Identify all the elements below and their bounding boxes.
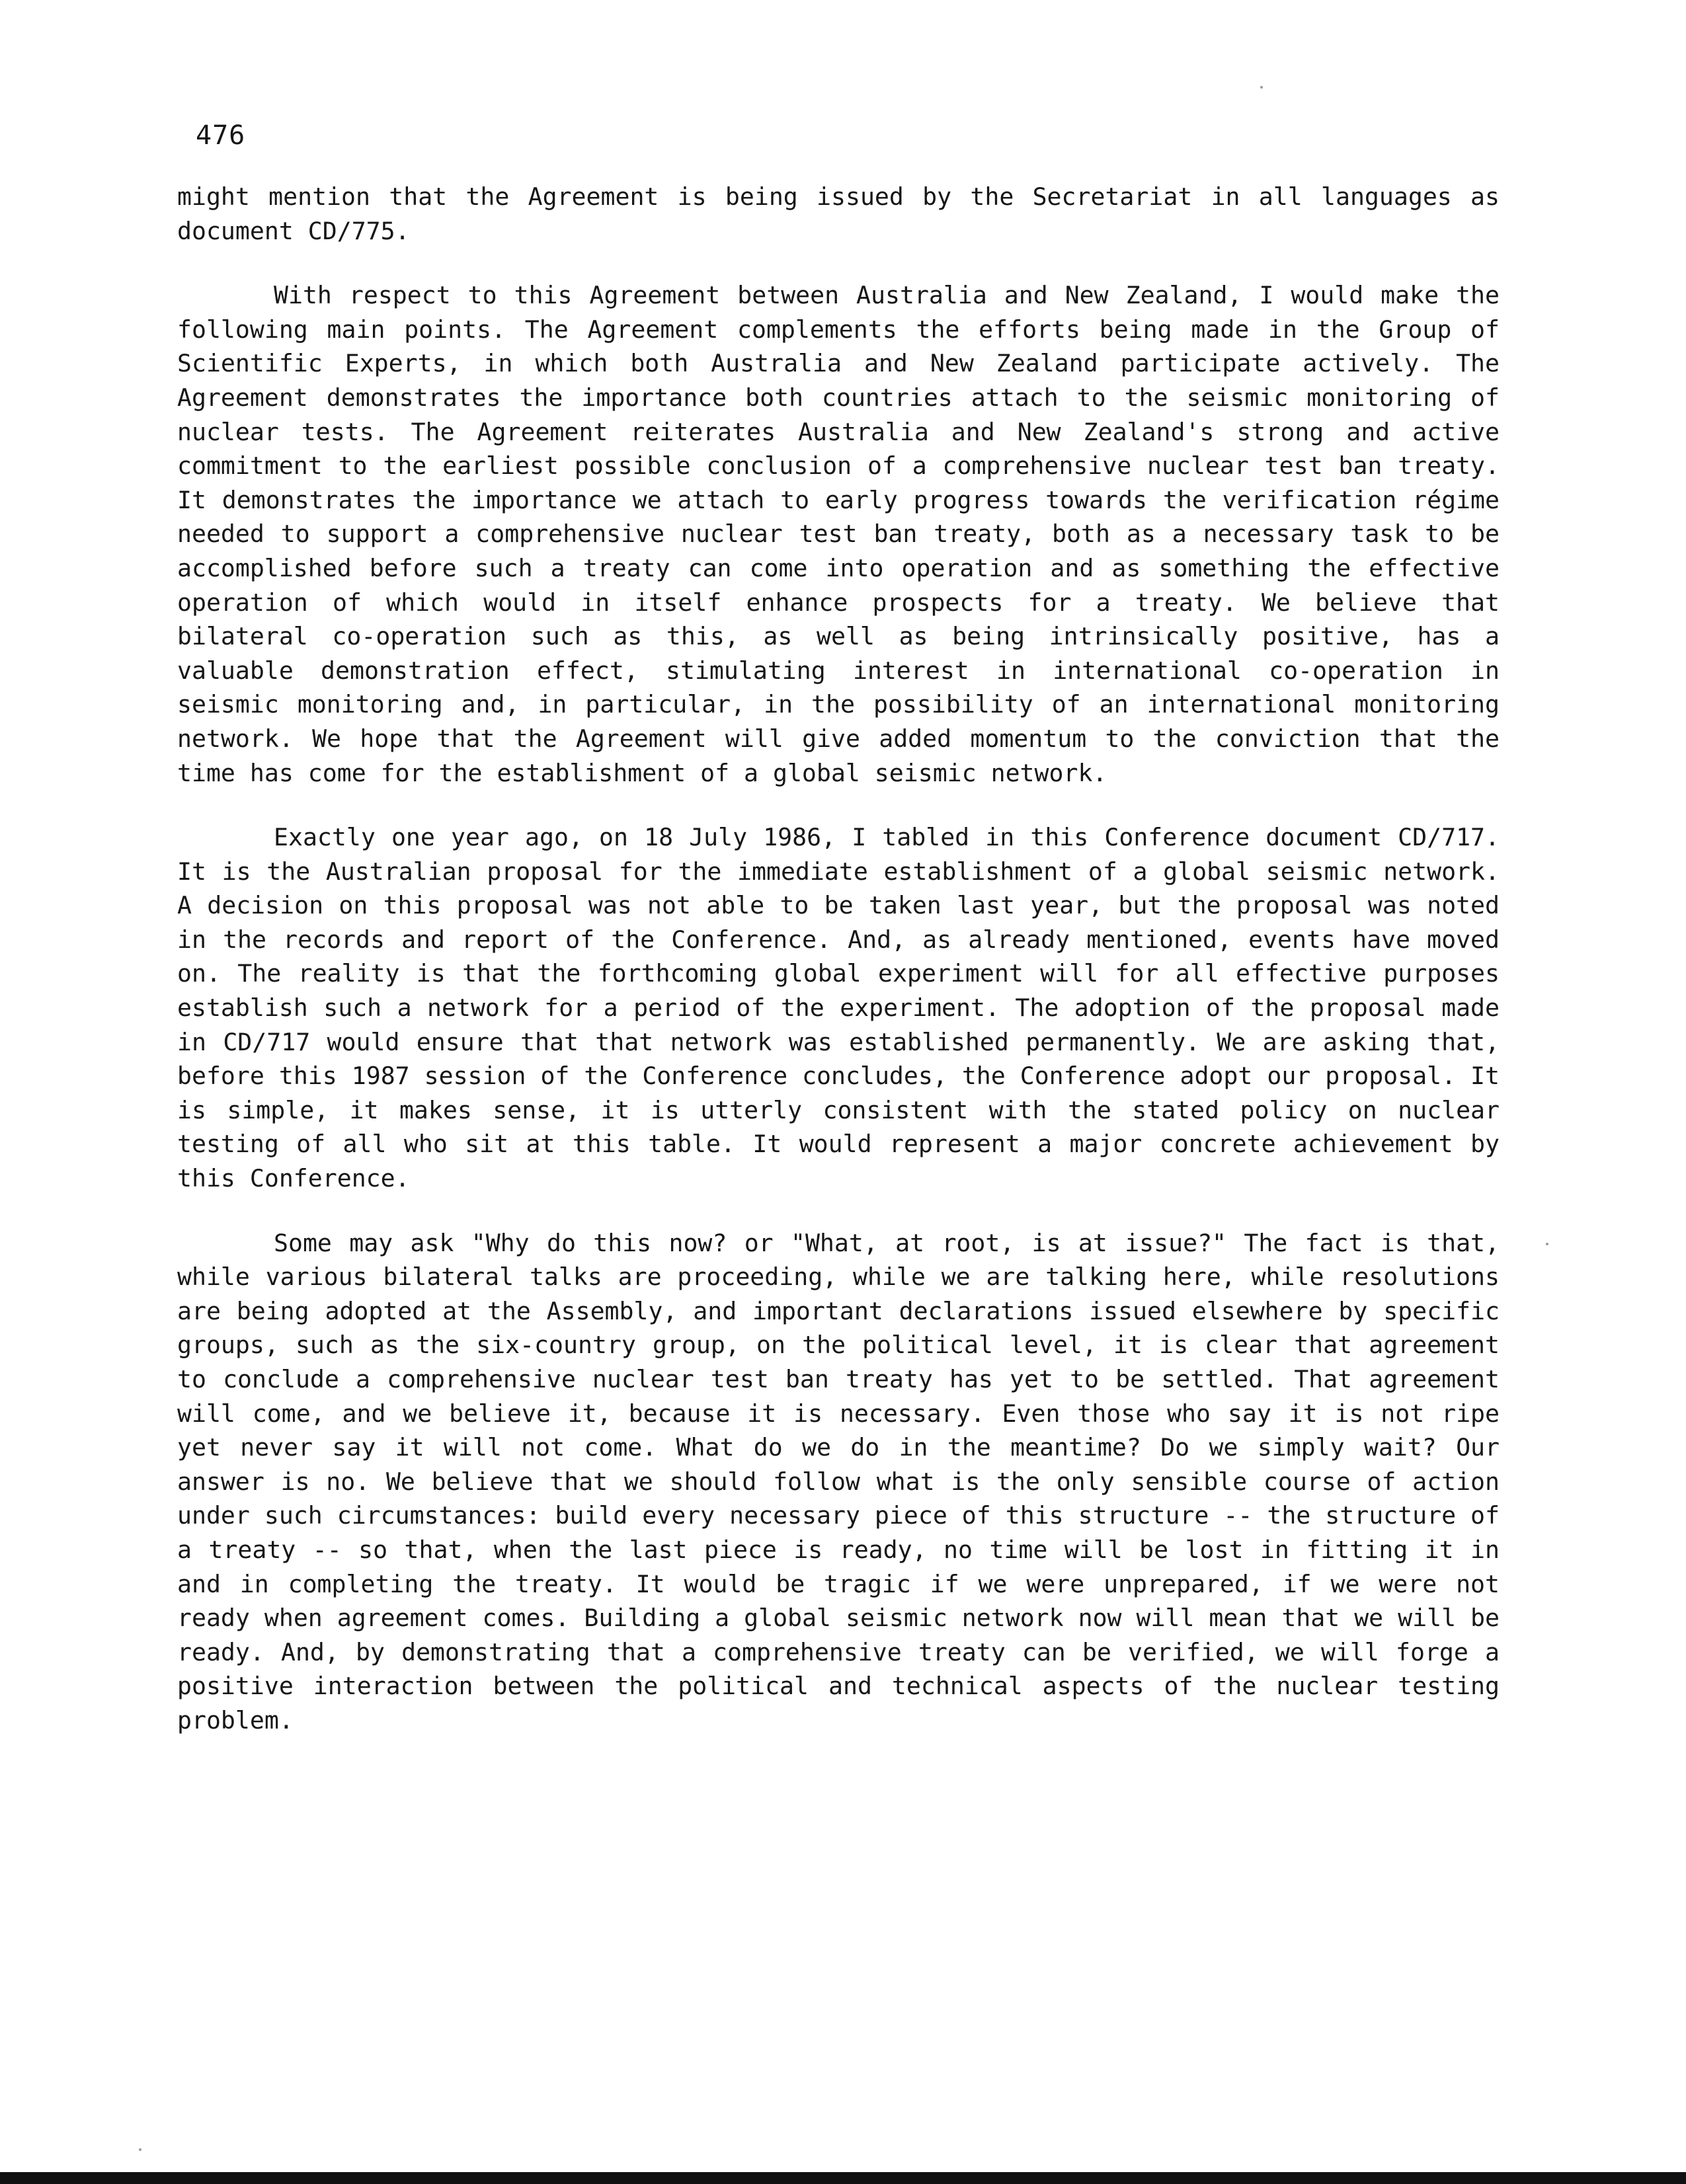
paragraph-2: With respect to this Agreement between Australia and New Zealand, I would make the following main points. The Agreement complements the efforts being made in the Group of Scientific Experts, in which both Australia and New Zealand participate actively. The Agreement demonstrates the importance both countries attach to the seismic monitoring of nuclear tests. The Agreement reiterates Australia and New Zealand's strong and active commitment to the earliest possible conclusion of a comprehensive nuclear test ban treaty. It demonstrates the importance we attach to early progress towards the verification régime needed to support a comprehensive nuclear test ban treaty, both as a necessary task to be accomplished before such a treaty can come into operation and as something the effective operation of which would in itself enhance prospects for a treaty. We believe that bilateral co-operation such as this, as well as being intrinsically positive, has a valuable demonstration effect, stimulating interest in international co-operation in seismic monitoring and, in particular, in the possibility of an international monitoring network. We hope that the Agreement will give added momentum to the conviction that the time has come for the establishment of a global seismic network.	[177, 281, 1500, 787]
scan-speck	[1260, 86, 1263, 89]
body-text	[177, 180, 1500, 1738]
paragraph-4: Some may ask "Why do this now? or "What, at root, is at issue?" The fact is that, while various bilateral talks are proceeding, while we are talking here, while resolutions are being adopted at the Assembly, and important declarations issued elsewhere by specific groups, such as the six-country group, on the political level, it is clear that agreement to conclude a comprehensive nuclear test ban treaty has yet to be settled. That agreement will come, and we believe it, because it is necessary. Even those who say it is not ripe yet never say it will not come. What do we do in the meantime? Do we simply wait? Our answer is no. We believe that we should follow what is the only sensible course of action under such circumstances: build every necessary piece of this structure -- the structure of a treaty -- so that, when the last piece is ready, no time will be lost in fitting it in and in completing the treaty. It would be tragic if we were unprepared, if we were not ready when agreement comes. Building a global seismic network now will mean that we will be ready. And, by demonstrating that a comprehensive treaty can be verified, we will forge a positive interaction between the political and technical aspects of the nuclear testing problem.	[177, 1228, 1500, 1735]
paragraph-1: might mention that the Agreement is being issued by the Secretariat in all languages as document CD/775.	[177, 182, 1500, 245]
paragraph-3: Exactly one year ago, on 18 July 1986, I tabled in this Conference document CD/717. It is the Australian proposal for the immediate establishment of a global seismic network. A decision on this proposal was not able to be taken last year, but the proposal was noted in the records and report of the Conference. And, as already mentioned, events have moved on. The reality is that the forthcoming global experiment will for all effective purposes establish such a network for a period of the experiment. The adoption of the proposal made in CD/717 would ensure that that network was established permanently. We are asking that, before this 1987 session of the Conference concludes, the Conference adopt our proposal. It is simple, it makes sense, it is utterly consistent with the stated policy on nuclear testing of all who sit at this table. It would represent a major concrete achievement by this Conference.	[177, 823, 1500, 1193]
scan-speck	[139, 2148, 141, 2151]
page-number: 476	[196, 120, 246, 151]
scan-bottom-edge	[0, 2172, 1686, 2184]
scan-speck	[1546, 1243, 1548, 1245]
